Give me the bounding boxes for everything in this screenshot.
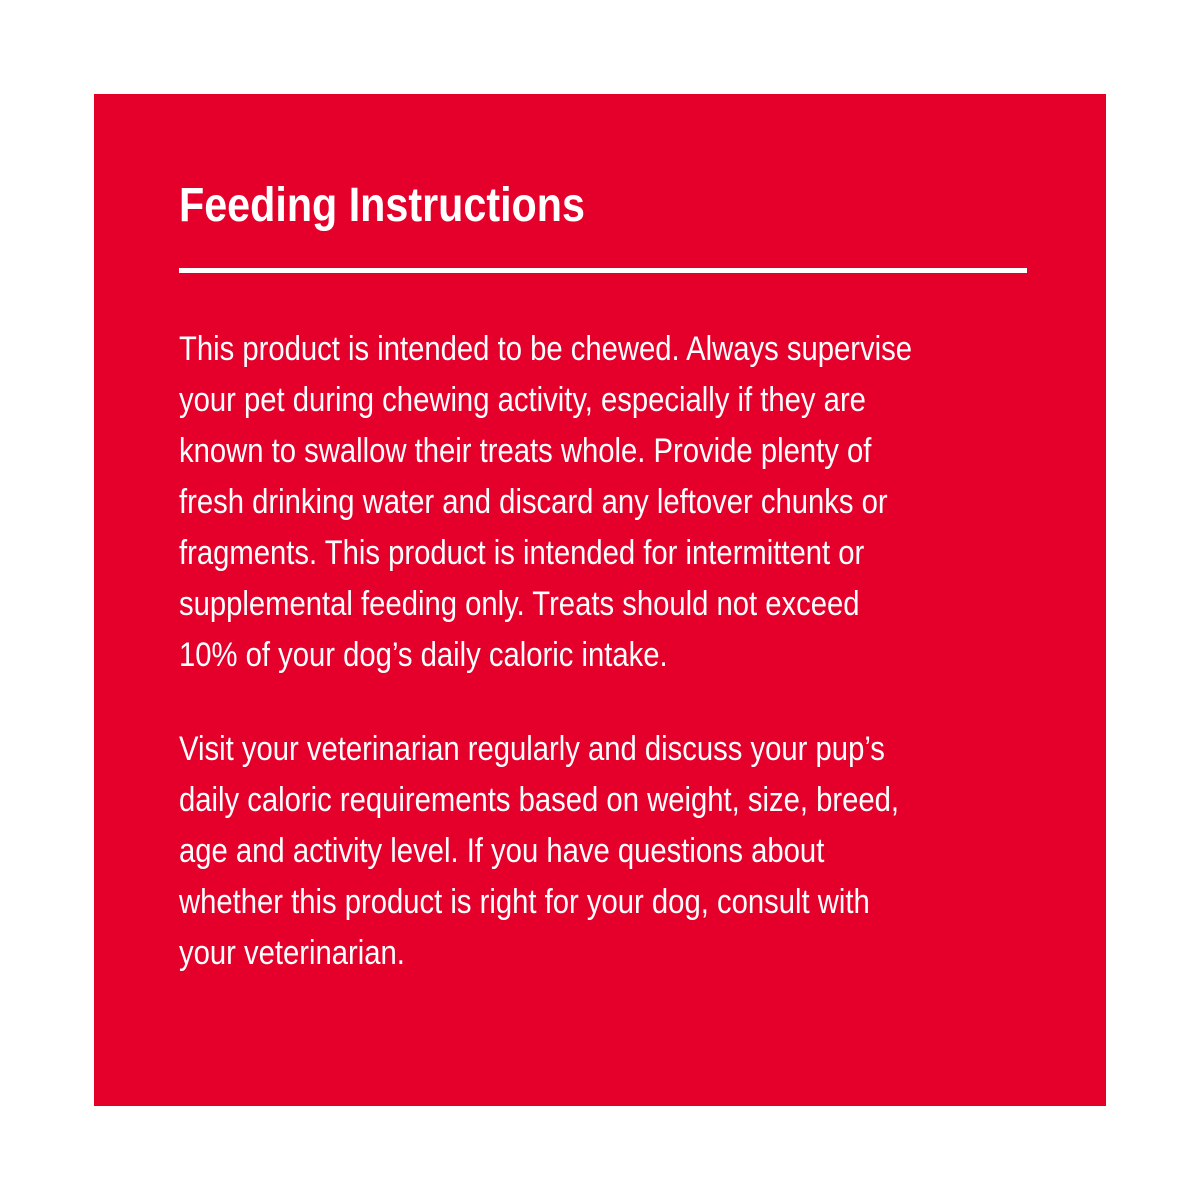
paragraph-line: your veterinarian.	[179, 934, 405, 972]
paragraph-line: This product is intended to be chewed. Always supervise	[179, 330, 913, 368]
panel-title: Feeding Instructions	[179, 179, 585, 232]
paragraph-line: daily caloric requirements based on weight, size, breed,	[179, 781, 900, 819]
supervision-paragraph	[179, 324, 1005, 681]
paragraph-line: age and activity level. If you have questions about	[179, 832, 825, 870]
title-divider	[179, 268, 1027, 273]
paragraph-line: whether this product is right for your dog, consult with	[179, 883, 870, 921]
paragraph-line: Visit your veterinarian regularly and discuss your pup’s	[179, 730, 885, 768]
paragraph-line: supplemental feeding only. Treats should not exceed	[179, 585, 860, 623]
paragraph-line: known to swallow their treats whole. Provide plenty of	[179, 432, 872, 470]
paragraph-line: fragments. This product is intended for intermittent or	[179, 534, 865, 572]
veterinarian-paragraph	[179, 724, 1005, 979]
paragraph-line: your pet during chewing activity, especially if they are	[179, 381, 866, 419]
paragraph-line: 10% of your dog’s daily caloric intake.	[179, 636, 668, 674]
feeding-instructions-panel	[94, 94, 1106, 1106]
paragraph-line: fresh drinking water and discard any leftover chunks or	[179, 483, 888, 521]
